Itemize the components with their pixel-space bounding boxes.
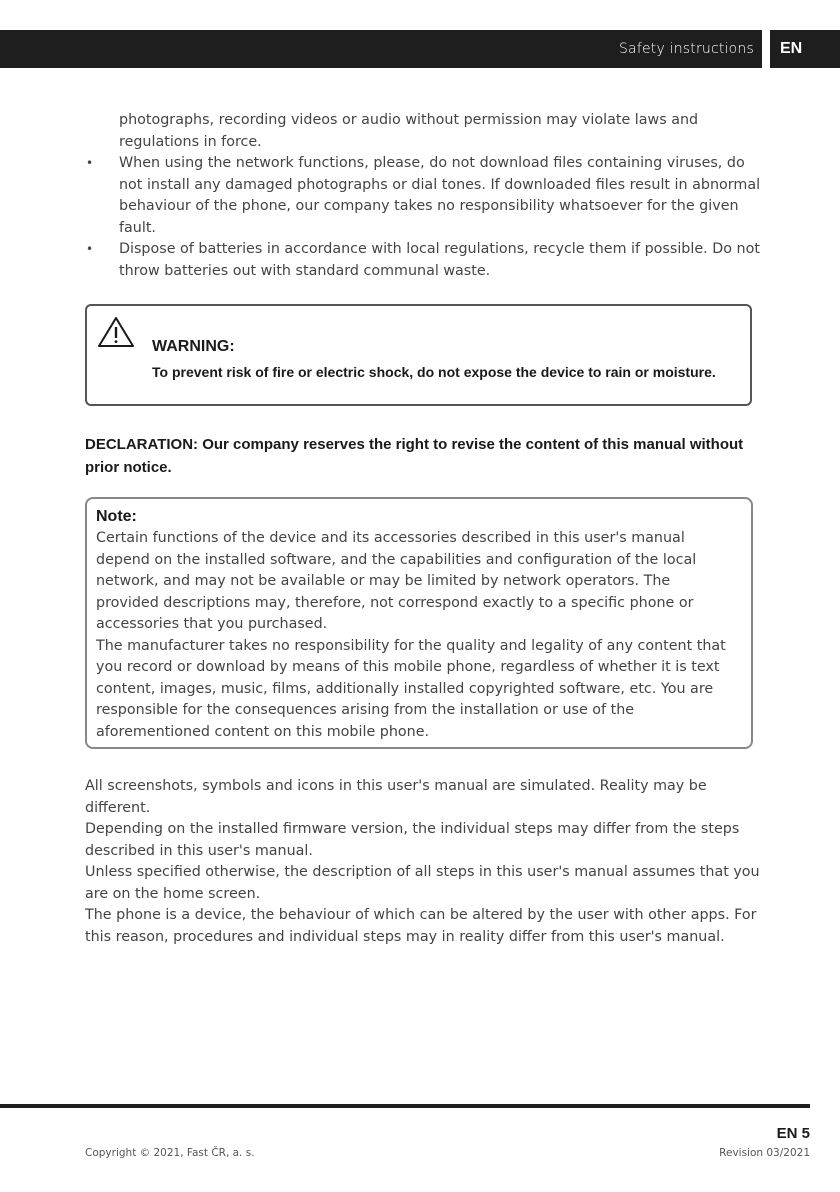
list-item [86, 153, 766, 239]
bullet-text: Dispose of batteries in accordance with local regulations, recycle them if possible. Do not throw batteries out with standard communal waste. [119, 241, 760, 279]
header-bar [0, 30, 762, 68]
note-body [96, 528, 736, 743]
note-paragraph: Certain functions of the device and its accessories described in this user's manual depend on the installed software, and the capabilities and configuration of the local network, and may not be available or may be limited by network operators. The provided descriptions may, therefore, not correspond exactly to a specific phone or accessories that you purchased. [96, 530, 697, 632]
bullet-icon: • [86, 242, 94, 256]
section-title: Safety instructions [618, 41, 754, 57]
warning-text: To prevent risk of fire or electric shock, do not expose the device to rain or moisture. [152, 364, 716, 380]
page-number: EN 5 [776, 1125, 810, 1142]
declaration-text: DECLARATION: Our company reserves the right to revise the content of this manual without prior notice. [85, 436, 744, 476]
note-paragraph: The manufacturer takes no responsibility for the quality and legality of any content that you record or download by means of this mobile phone, regardless of whether it is text content, images, music, films, additionally installed copyrighted software, etc. You are responsible for the consequences arising from the installation or use of the aforementioned content on this mobile phone. [96, 637, 726, 740]
note-title: Note: [96, 508, 137, 525]
closing-paragraph: Depending on the installed firmware version, the individual steps may differ from the steps described in this user's manual. [85, 821, 740, 859]
warning-box [85, 304, 752, 406]
note-box [85, 497, 753, 749]
language-badge: EN [770, 30, 840, 68]
revision-text: Revision 03/2021 [719, 1147, 810, 1159]
closing-paragraph: The phone is a device, the behaviour of which can be altered by the user with other apps. For this reason, procedures and individual steps may in reality differ from this user's manual. [85, 907, 757, 945]
list-item [86, 239, 766, 282]
warning-triangle-icon [97, 316, 135, 348]
closing-text [85, 776, 765, 948]
safety-bullet-list [86, 153, 766, 282]
closing-paragraph: Unless specified otherwise, the description of all steps in this user's manual assumes that you are on the home screen. [85, 864, 760, 902]
continuation-paragraph: photographs, recording videos or audio without permission may violate laws and regulations in force. [119, 112, 699, 150]
copyright-text: Copyright © 2021, Fast ČR, a. s. [85, 1147, 255, 1159]
bullet-icon: • [86, 156, 94, 170]
footer-divider [0, 1104, 810, 1108]
warning-title: WARNING: [152, 338, 235, 355]
bullet-text: When using the network functions, please, do not download files containing viruses, do not install any damaged photographs or dial tones. If downloaded files result in abnormal behaviour of the phone, our company takes no responsibility whatsoever for the given fault. [119, 155, 761, 236]
closing-paragraph: All screenshots, symbols and icons in this user's manual are simulated. Reality may be different. [85, 778, 707, 816]
